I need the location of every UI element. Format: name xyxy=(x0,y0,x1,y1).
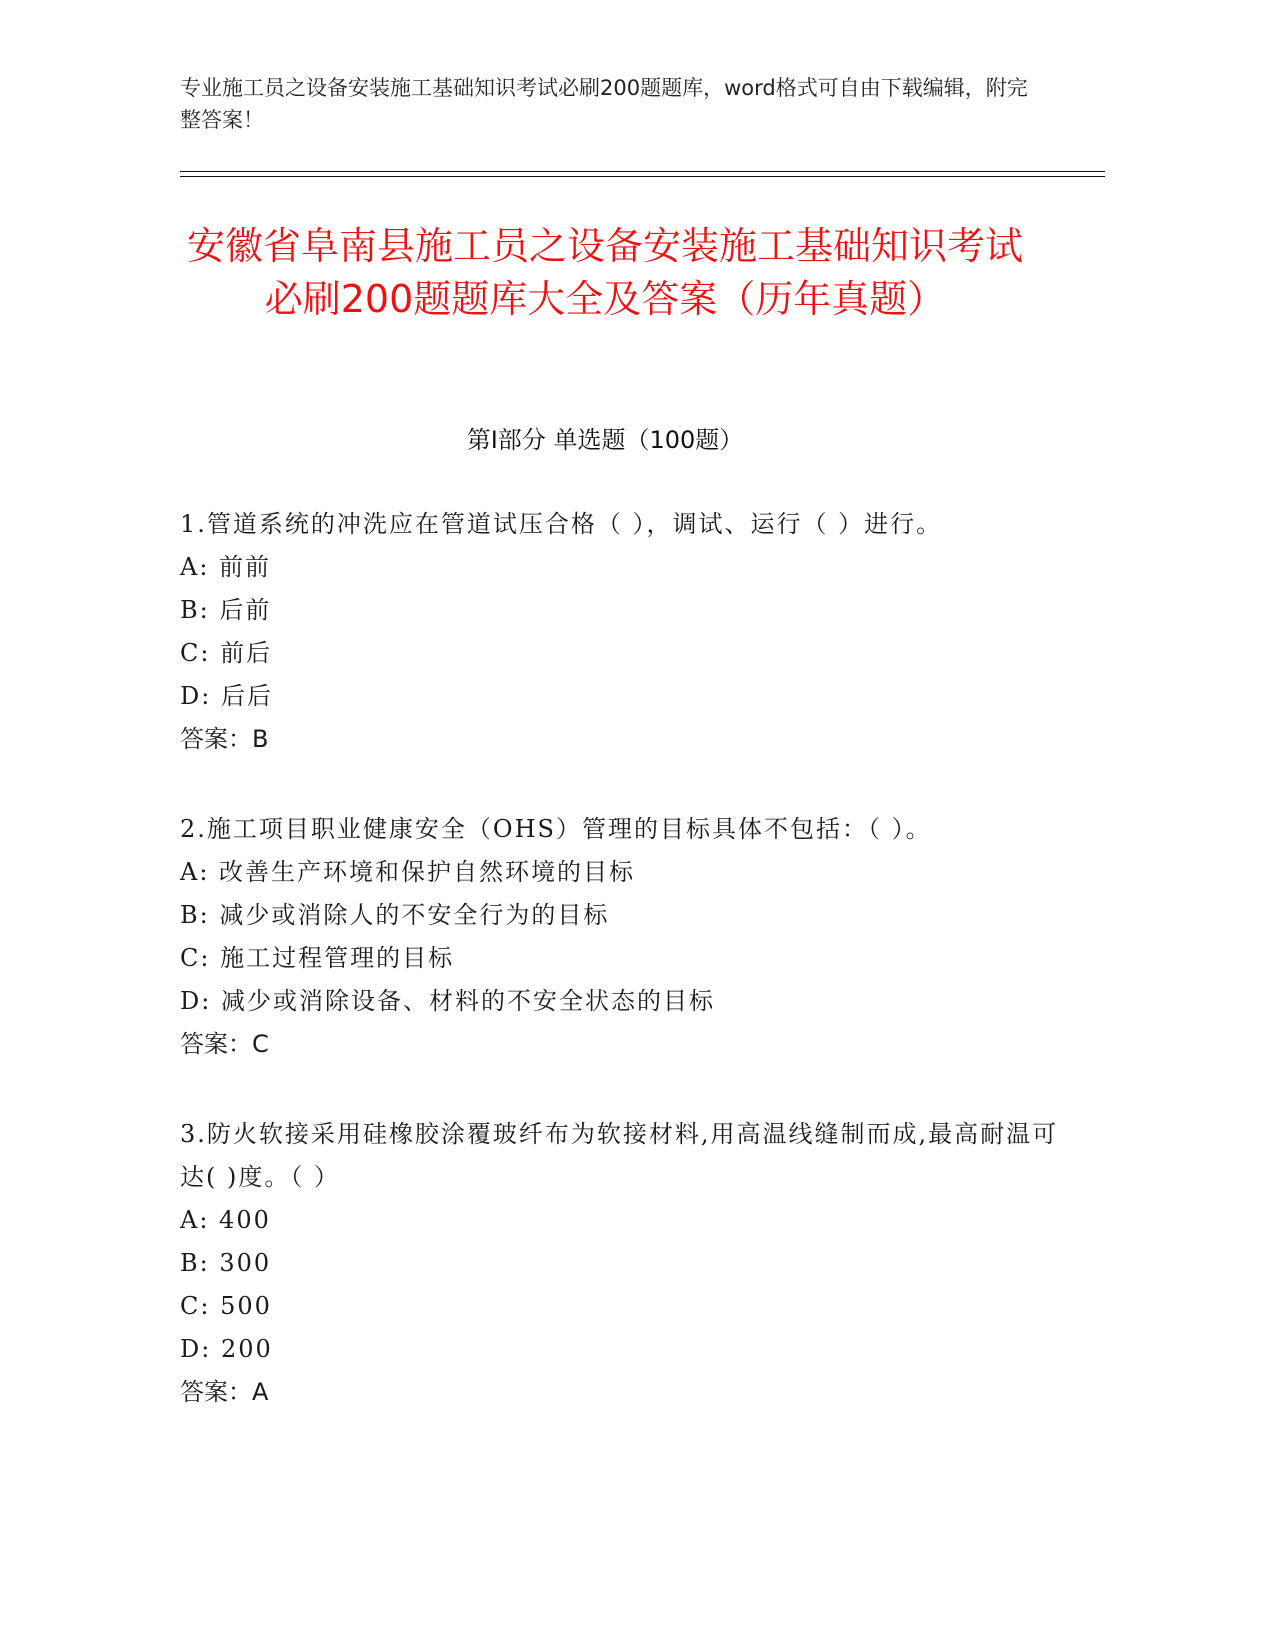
option-d: D: 200 xyxy=(180,1335,273,1363)
option-a: A: 改善生产环境和保护自然环境的目标 xyxy=(180,858,636,886)
question-stem: 2.施工项目职业健康安全（OHS）管理的目标具体不包括：（ ）。 xyxy=(180,815,932,843)
option-b: B: 300 xyxy=(180,1249,272,1277)
header-divider-secondary xyxy=(180,176,1105,177)
answer: 答案：A xyxy=(180,1378,269,1406)
question-3 xyxy=(180,1113,1060,1414)
document-title: 安徽省阜南县施工员之设备安装施工基础知识考试必刷200题题库大全及答案（历年真题） xyxy=(186,224,1023,321)
option-a: A: 前前 xyxy=(180,553,272,581)
option-b: B: 减少或消除人的不安全行为的目标 xyxy=(180,901,610,929)
question-1 xyxy=(180,503,1060,761)
option-d: D: 减少或消除设备、材料的不安全状态的目标 xyxy=(180,987,715,1015)
question-stem: 3.防火软接采用硅橡胶涂覆玻纤布为软接材料,用高温线缝制而成,最高耐温可达( )度。（ ） xyxy=(180,1120,1059,1191)
option-d: D: 后后 xyxy=(180,682,273,710)
question-2 xyxy=(180,808,1060,1066)
option-a: A: 400 xyxy=(180,1206,271,1234)
option-c: C: 500 xyxy=(180,1292,272,1320)
option-b: B: 后前 xyxy=(180,596,272,624)
question-stem: 1.管道系统的冲洗应在管道试压合格（ ），调试、运行（ ）进行。 xyxy=(180,510,943,538)
answer: 答案：C xyxy=(180,1030,269,1058)
header-divider xyxy=(180,171,1105,172)
answer: 答案：B xyxy=(180,725,269,753)
header-note: 专业施工员之设备安装施工基础知识考试必刷200题题库，word格式可自由下载编辑，附完整答案！ xyxy=(180,76,1028,132)
option-c: C: 施工过程管理的目标 xyxy=(180,944,455,972)
section-heading: 第Ⅰ部分 单选题（100题） xyxy=(466,426,744,454)
option-c: C: 前后 xyxy=(180,639,273,667)
